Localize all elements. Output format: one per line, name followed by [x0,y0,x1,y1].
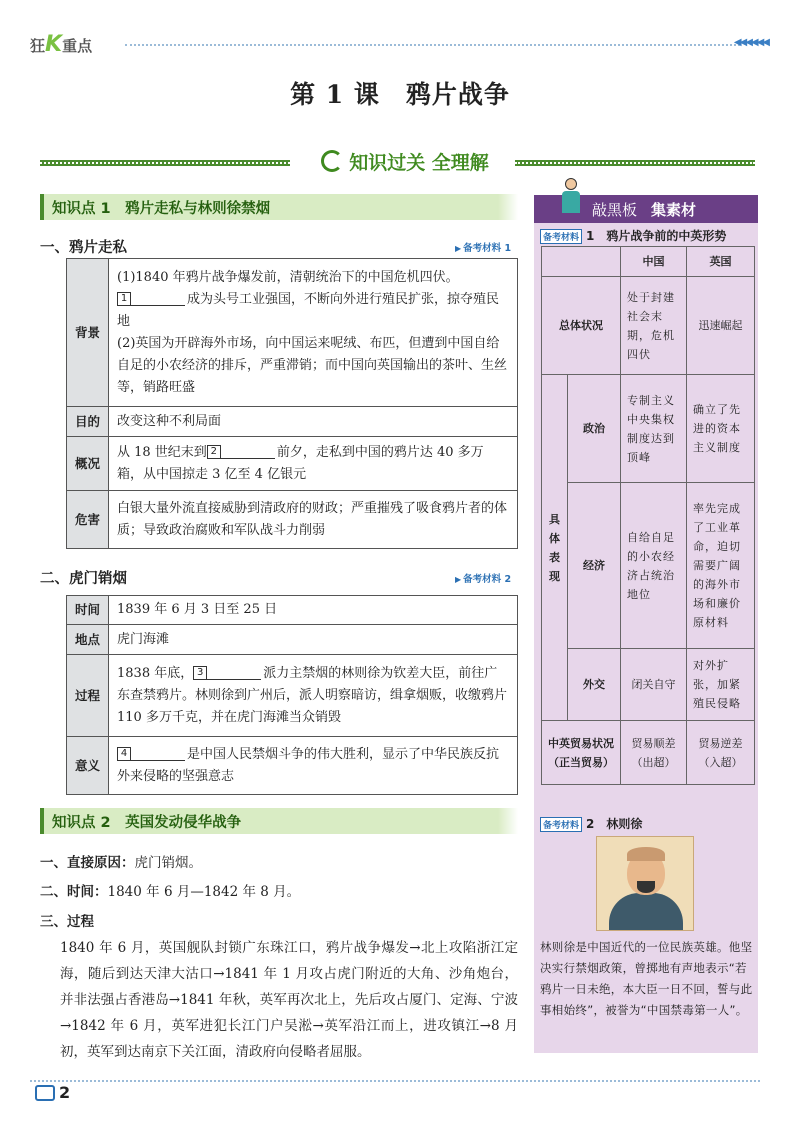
row-content: 1839 年 6 月 3 日至 25 日 [109,596,518,625]
brand-logo: 狂K重点 [30,32,93,57]
material-1-title: 备考材料 1 鸦片战争前的中英形势 [540,227,726,244]
table-row: 外交 闭关自守 对外扩张，加紧殖民侵略 [542,649,755,721]
top-divider [125,44,740,46]
bottom-divider [30,1080,760,1082]
table-row [67,437,518,491]
row-content: 改变这种不利局面 [109,407,518,437]
table-row [67,407,518,437]
bg-line-1: (1)1840 年鸦片战争爆发前，清朝统治下的中国危机四伏。 [117,269,459,285]
row-head: 意义 [67,737,109,795]
blank-number: 4 [117,747,131,761]
bg-line-2: 1 成为头号工业强国，不断向外进行殖民扩张，掠夺殖民地 [117,291,500,329]
fill-blank[interactable] [221,445,275,459]
fill-blank[interactable] [131,292,185,306]
row-content: 虎门海滩 [109,625,518,655]
s1-title: 一、鸦片走私 [40,240,127,256]
process-title: 三、过程 [40,914,94,930]
smuggling-table [66,258,518,549]
arrows-icon: ◀◀◀◀◀◀ [733,37,768,48]
blank-number: 1 [117,292,131,306]
table-row [67,655,518,737]
material-2-title: 备考材料 2 林则徐 [540,815,642,832]
s2-title: 二、虎门销烟 [40,571,127,587]
fill-blank[interactable] [131,747,185,761]
war-time: 二、时间：1840 年 6 月—1842 年 8 月。 [40,884,301,900]
lesson-title: 第 1 课 鸦片战争 [290,80,510,109]
table-row [67,625,518,655]
banner-line-left [40,160,290,166]
fill-blank[interactable] [207,666,261,680]
banner-line-right [515,160,755,166]
row-head: 地点 [67,625,109,655]
table-row [67,737,518,795]
table-row [67,259,518,407]
row-head: 背景 [67,259,109,407]
table-row: 经济 自给自足的小农经济占统治地位 率先完成了工业革命，迫切需要广阔的海外市场和廉价原材料 [542,483,755,649]
s1-ref: ▶ 备考材料 1 [455,240,511,254]
row-content: 1838 年底， 3 派力主禁烟的林则徐为钦差大臣，前往广东查禁鸦片。林则徐到广州后，派人明察暗访，缉拿烟贩，收缴鸦片 110 多万千克，并在虎门海滩当众销毁 [109,655,518,737]
row-head: 目的 [67,407,109,437]
book-icon [35,1085,55,1101]
table-row [542,247,755,277]
humen-table [66,595,518,795]
process-text: 1840 年 6 月，英国舰队封锁广东珠江口，鸦片战争爆发→北上攻陷浙江定海，随后到达天津大沽口→1841 年 1 月攻占虎门附近的大角、沙角炮台，并非法强占香港岛→1841 年秋，英军再次北上，先后攻占厦门、定海、宁波→1842 年 6 月，英军进犯长江门户吴淞→英军沿江而上，进攻镇江→8 月初，英军到达南京下关江面，清政府向侵略者屈服。 [60,940,518,1060]
row-content: 白银大量外流直接威胁到清政府的财政；严重摧残了吸食鸦片者的体质；导致政治腐败和军队战斗力削弱 [109,491,518,549]
row-head: 时间 [67,596,109,625]
lin-zexu-portrait [596,836,694,931]
comparison-table [541,246,755,785]
kp1-title: 知识点 1 鸦片走私与林则徐禁烟 [40,194,518,220]
row-head: 过程 [67,655,109,737]
kp2-title: 知识点 2 英国发动侵华战争 [40,808,518,834]
table-row [67,596,518,625]
s2-ref: ▶ 备考材料 2 [455,571,511,585]
swirl-icon [321,150,343,172]
row-content [109,259,518,407]
student-icon [560,178,582,218]
blank-number: 3 [193,666,207,680]
row-head: 危害 [67,491,109,549]
col-britain: 英国 [687,247,755,277]
row-content: 4 是中国人民禁烟斗争的伟大胜利，显示了中华民族反抗外来侵略的坚强意志 [109,737,518,795]
blank-number: 2 [207,445,221,459]
page-number: 2 [35,1083,70,1102]
row-content: 从 18 世纪末到 2 前夕，走私到中国的鸦片达 40 多万箱，从中国掠走 3 亿至 4 亿银元 [109,437,518,491]
lin-zexu-text: 林则徐是中国近代的一位民族英雄。他坚决实行禁烟政策，曾掷地有声地表示“若鸦片一日未绝，本大臣一日不回，誓与此事相始终”，被誉为“中国禁毒第一人”。 [540,940,753,1017]
row-head: 概况 [67,437,109,491]
table-row: 总体状况 处于封建社会末期，危机四伏 迅速崛起 [542,277,755,375]
table-row [67,491,518,549]
col-china: 中国 [621,247,687,277]
bg-line-3: (2)英国为开辟海外市场，向中国运来呢绒、布匹，但遭到中国自给自足的小农经济的排斥，严重滞销；而中国向英国输出的茶叶、生丝等，销路旺盛 [117,335,508,395]
direct-cause: 一、直接原因：虎门销烟。 [40,855,202,871]
table-row: 具体表现 政治 专制主义中央集权制度达到顶峰 确立了先进的资本主义制度 [542,375,755,483]
table-row: 中英贸易状况（正当贸易） 贸易顺差（出超） 贸易逆差（入超） [542,721,755,785]
sidebar-header: 敲黑板 集素材 [534,195,758,223]
section-banner: 知识过关 全理解 [295,143,515,179]
